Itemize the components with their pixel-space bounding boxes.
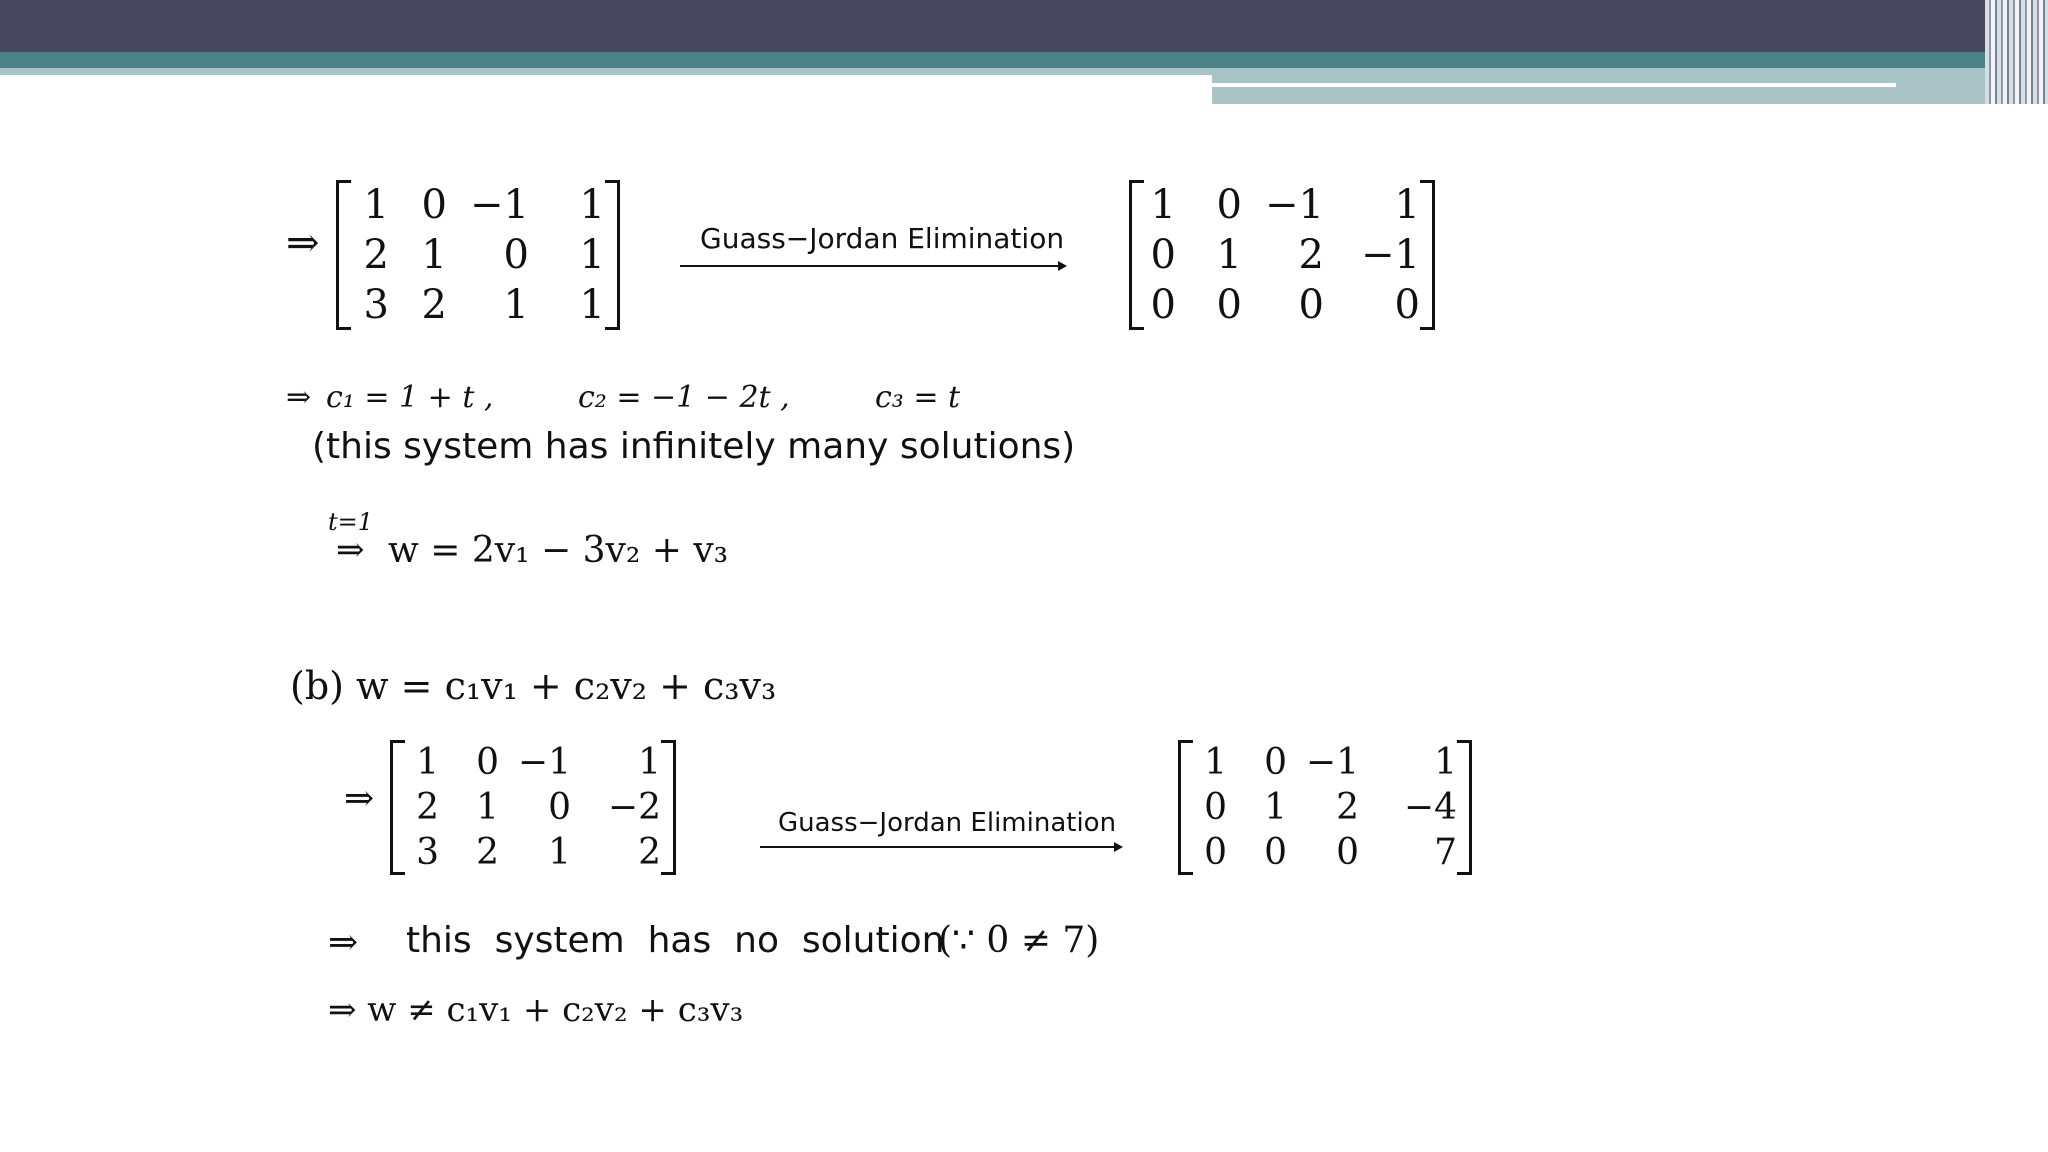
no-solution-reason: (∵ 0 ≠ 7) — [938, 920, 1100, 961]
arrow-label-a: Guass−Jordan Elimination — [700, 222, 1065, 255]
arrow-head-b — [1114, 842, 1123, 852]
matrix-cell: 0 — [1150, 232, 1176, 278]
matrix-b-left-cells — [405, 740, 661, 875]
matrix-cell: 0 — [548, 787, 571, 828]
matrix-cell: 0 — [1264, 742, 1287, 783]
matrix-cell: −1 — [470, 182, 529, 228]
arrow-line-a — [680, 265, 1060, 267]
solution-c3: c₃ = t — [875, 380, 961, 415]
matrix-cell: 3 — [416, 832, 439, 873]
implies-solutions: ⇒ — [286, 380, 312, 415]
arrow-label-b: Guass−Jordan Elimination — [778, 808, 1117, 838]
matrix-cell: 1 — [363, 182, 389, 228]
matrix-cell: 2 — [363, 232, 389, 278]
matrix-a-right-cells — [1144, 180, 1420, 330]
matrix-cell: 2 — [638, 832, 661, 873]
matrix-cell: 2 — [1298, 232, 1324, 278]
matrix-cell: 0 — [1150, 282, 1176, 328]
matrix-b-left — [390, 740, 676, 875]
matrix-cell: 0 — [1204, 787, 1227, 828]
matrix-cell: 1 — [579, 282, 605, 328]
matrix-a-left-cells — [351, 180, 605, 330]
matrix-cell: −1 — [1305, 742, 1359, 783]
arrow-line-b — [760, 846, 1116, 848]
header-stripes — [1985, 0, 2048, 104]
matrix-cell: −1 — [1361, 232, 1420, 278]
matrix-cell: 2 — [421, 282, 447, 328]
matrix-cell: 0 — [1394, 282, 1420, 328]
matrix-cell: 0 — [1204, 832, 1227, 873]
header-white-line — [1212, 83, 1896, 87]
matrix-cell: 0 — [421, 182, 447, 228]
matrix-cell: 1 — [1216, 232, 1242, 278]
t-equals-label: t=1 — [328, 508, 374, 536]
matrix-b-right — [1178, 740, 1472, 875]
matrix-cell: 1 — [1264, 787, 1287, 828]
matrix-cell: 1 — [579, 182, 605, 228]
matrix-cell: 2 — [476, 832, 499, 873]
implies-arrow-b: ⇒ — [344, 778, 375, 819]
matrix-cell: 1 — [503, 282, 529, 328]
matrix-cell: −4 — [1403, 787, 1457, 828]
matrix-cell: 2 — [1336, 787, 1359, 828]
matrix-cell: 0 — [1216, 182, 1242, 228]
matrix-cell: 1 — [638, 742, 661, 783]
no-solution-text: this system has no solution — [406, 920, 945, 961]
matrix-a-right — [1129, 180, 1435, 330]
matrix-cell: 0 — [1264, 832, 1287, 873]
header-light-strip — [0, 68, 1212, 75]
matrix-cell: 2 — [416, 787, 439, 828]
arrow-head-a — [1058, 261, 1067, 271]
matrix-cell: 1 — [1150, 182, 1176, 228]
matrix-cell: 0 — [476, 742, 499, 783]
matrix-cell: 0 — [1216, 282, 1242, 328]
implies-arrow-a: ⇒ — [286, 220, 320, 266]
implies-w-result: ⇒ — [336, 530, 365, 570]
part-b-header: (b) w = c₁v₁ + c₂v₂ + c₃v₃ — [290, 664, 777, 708]
w-not-in-span: ⇒ w ≠ c₁v₁ + c₂v₂ + c₃v₃ — [328, 990, 744, 1030]
matrix-cell: 0 — [1336, 832, 1359, 873]
matrix-cell: −2 — [607, 787, 661, 828]
header-dark-bar — [0, 0, 2048, 52]
solution-c1: c₁ = 1 + t , — [326, 380, 494, 415]
matrix-cell: 1 — [1434, 742, 1457, 783]
w-linear-combination: w = 2v₁ − 3v₂ + v₃ — [388, 530, 729, 571]
matrix-cell: 1 — [476, 787, 499, 828]
matrix-cell: −1 — [1265, 182, 1324, 228]
matrix-cell: 0 — [503, 232, 529, 278]
matrix-cell: 1 — [579, 232, 605, 278]
matrix-a-left — [336, 180, 620, 330]
solution-c2: c₂ = −1 − 2t , — [578, 380, 790, 415]
matrix-cell: −1 — [517, 742, 571, 783]
matrix-b-right-cells — [1193, 740, 1457, 875]
implies-no-solution: ⇒ — [328, 922, 359, 963]
matrix-cell: 1 — [1204, 742, 1227, 783]
matrix-cell: 1 — [421, 232, 447, 278]
matrix-cell: 1 — [416, 742, 439, 783]
matrix-cell: 1 — [1394, 182, 1420, 228]
matrix-cell: 7 — [1434, 832, 1457, 873]
header-teal-bar — [0, 52, 2048, 68]
matrix-cell: 1 — [548, 832, 571, 873]
matrix-cell: 3 — [363, 282, 389, 328]
matrix-cell: 0 — [1298, 282, 1324, 328]
infinite-solutions-note: (this system has infinitely many solutions) — [312, 426, 1076, 467]
